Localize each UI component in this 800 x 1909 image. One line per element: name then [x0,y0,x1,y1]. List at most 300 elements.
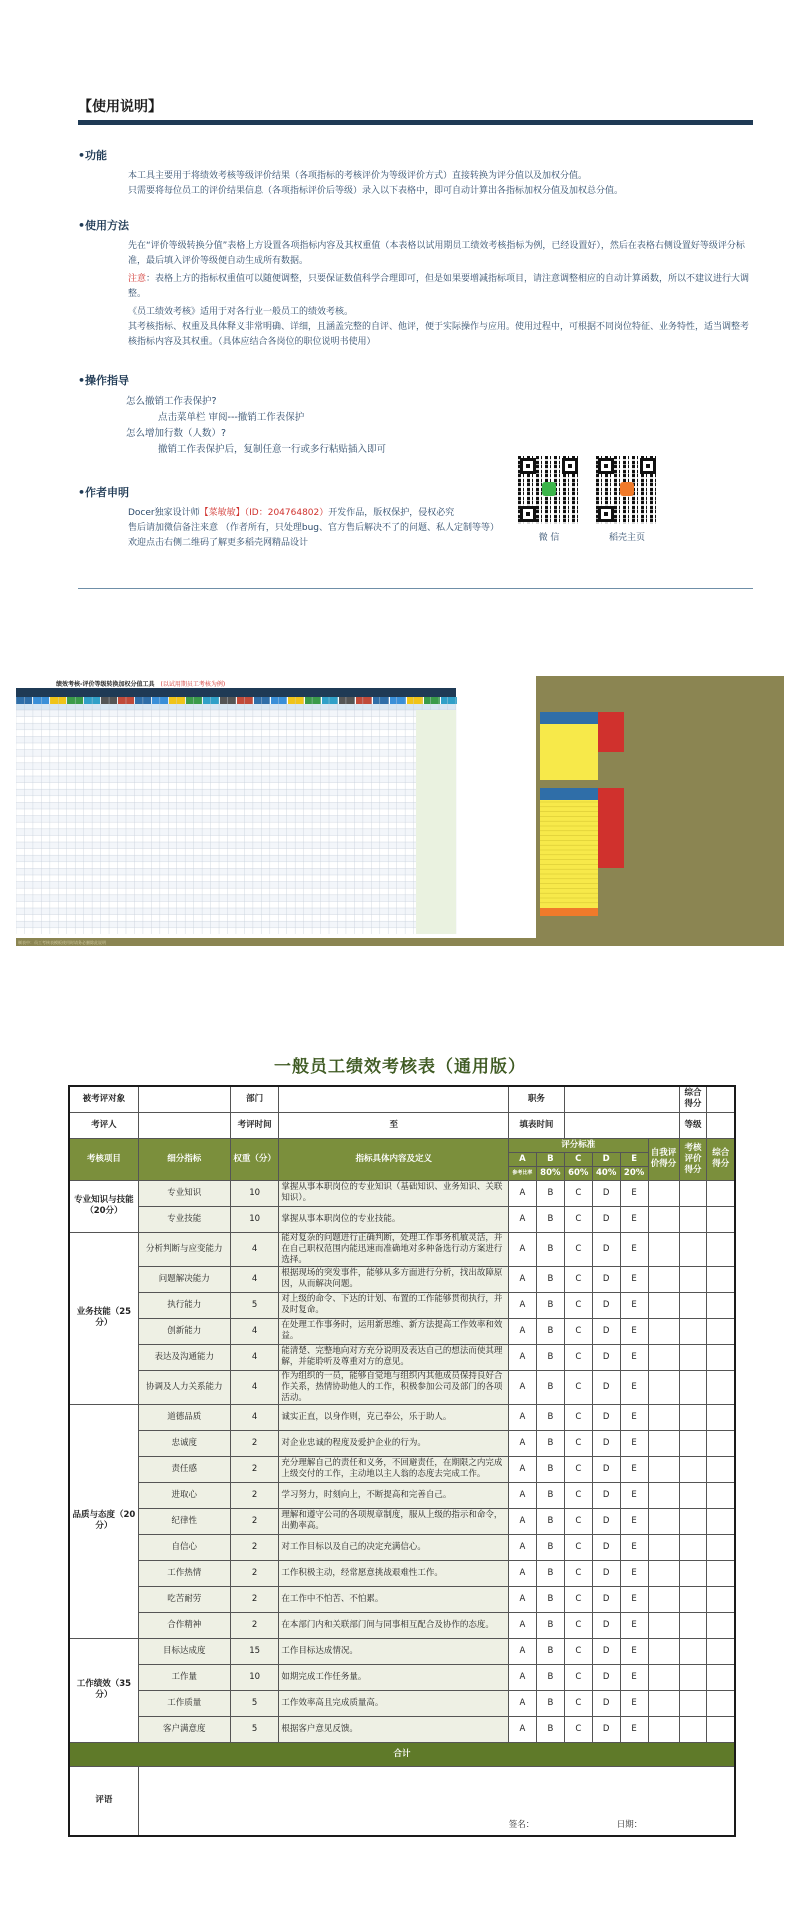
grade-option[interactable]: E [620,1690,648,1716]
grade-option[interactable]: C [564,1456,592,1482]
review-score-cell[interactable] [679,1404,707,1430]
grade-option[interactable]: B [536,1560,564,1586]
appraisal-form [68,1085,736,1837]
grade-option[interactable]: B [536,1716,564,1742]
weight-value: 4 [230,1318,279,1344]
grade-option[interactable]: E [620,1560,648,1586]
function-line-2: 只需要将每位员工的评价结果信息（各项指标评价后等级）录入以下表格中，即可自动计算出各指标加权分值及加权总分值。 [128,186,624,196]
mini-header-cell [356,697,372,704]
grade-option[interactable]: A [508,1612,536,1638]
grade-option[interactable]: D [592,1370,620,1404]
grade-option[interactable]: E [620,1638,648,1664]
sub-indicator: 问题解决能力 [138,1266,230,1292]
weight-value: 2 [230,1534,279,1560]
grade-option[interactable]: A [508,1404,536,1430]
review-score-cell[interactable] [679,1560,707,1586]
mini-header-cell [407,697,423,704]
self-score-cell[interactable] [648,1206,679,1232]
side-note-2 [598,788,624,868]
mini-header-cell [424,697,440,704]
method-line-4: 其考核指标、权重及具体释义非常明确、详细，且涵盖完整的自评、他评，便于实际操作与应用。使用过程中，可根据不同岗位特征、业务特性，适当调整考核指标内容及其权重。（具体应结合各岗位的职位说明书使用） [128,322,750,347]
sub-indicator: 责任感 [138,1456,230,1482]
indicator-desc: 在处理工作事务时，运用新思维、新方法提高工作效率和效益。 [279,1318,509,1344]
mini-header-cell [373,697,389,704]
grade-option[interactable]: C [564,1664,592,1690]
author-id: （ID：204764802） [244,508,329,518]
grade-option[interactable]: B [536,1370,564,1404]
grade-option[interactable]: A [508,1456,536,1482]
grade-option[interactable]: B [536,1456,564,1482]
date-label: 日期： [616,1820,643,1830]
col-total: 综合得分 [707,1138,735,1180]
weight-value: 2 [230,1482,279,1508]
indicator-row [69,1266,735,1292]
total-score-cell[interactable] [707,1664,735,1690]
grade-option[interactable]: C [564,1232,592,1266]
comment-row [69,1766,735,1836]
section-divider [78,588,753,589]
self-score-cell[interactable] [648,1180,679,1206]
grade-option[interactable]: E [620,1716,648,1742]
position-value[interactable] [564,1086,679,1112]
grade-option[interactable]: C [564,1206,592,1232]
side-panel-1-head [540,712,598,724]
col-review: 考核评价得分 [679,1138,707,1180]
grade-option[interactable]: D [592,1318,620,1344]
indicator-desc: 对工作目标以及自己的决定充满信心。 [279,1534,509,1560]
header-row-1 [69,1086,735,1112]
indicator-row [69,1508,735,1534]
grade-option[interactable]: D [592,1180,620,1206]
col-standard: 评分标准 [508,1138,648,1152]
indicator-row [69,1344,735,1370]
grade-option[interactable]: C [564,1266,592,1292]
indicator-row [69,1292,735,1318]
grade-option[interactable]: A [508,1318,536,1344]
side-panel-1-body [540,724,598,780]
method-note [78,272,753,302]
grade-option[interactable]: D [592,1612,620,1638]
review-score-cell[interactable] [679,1292,707,1318]
grade-option[interactable]: A [508,1370,536,1404]
operation-q2: 怎么增加行数（人数）? [126,428,227,439]
total-score-cell[interactable] [707,1612,735,1638]
mini-header-cell [254,697,270,704]
docer-qr-code[interactable] [596,456,658,524]
operation-heading: •操作指导 [78,374,130,387]
total-score-cell[interactable] [707,1266,735,1292]
total-score-cell[interactable] [707,1508,735,1534]
mini-total-column [416,710,456,934]
wechat-qr-code[interactable] [518,456,580,524]
mini-header-cell [339,697,355,704]
grade-value[interactable] [707,1112,735,1138]
grade-option[interactable]: E [620,1344,648,1370]
weight-value: 5 [230,1690,279,1716]
grade-option[interactable]: D [592,1664,620,1690]
grade-option[interactable]: D [592,1232,620,1266]
indicator-desc: 掌握从事本职岗位的专业技能。 [279,1206,509,1232]
indicator-row [69,1180,735,1206]
review-score-cell[interactable] [679,1344,707,1370]
group-name: 专业知识与技能（20分） [69,1180,138,1232]
grade-option[interactable]: D [592,1716,620,1742]
indicator-desc: 对上级的命令、下达的计划、布置的工作能够贯彻执行，并及时复命。 [279,1292,509,1318]
indicator-row [69,1430,735,1456]
grade-option[interactable]: A [508,1266,536,1292]
grade-option[interactable]: C [564,1318,592,1344]
grade-option[interactable]: B [536,1612,564,1638]
indicator-row [69,1586,735,1612]
grade-option[interactable]: D [592,1560,620,1586]
grade-option[interactable]: C [564,1690,592,1716]
grade-option[interactable]: A [508,1560,536,1586]
side-panel-2-head [540,788,598,800]
grade-option[interactable]: A [508,1586,536,1612]
self-score-cell[interactable] [648,1508,679,1534]
col-weight: 权重（分） [230,1138,279,1180]
grade-option[interactable]: C [564,1508,592,1534]
grade-option[interactable]: E [620,1318,648,1344]
grade-option[interactable]: D [592,1266,620,1292]
grade-option[interactable]: D [592,1534,620,1560]
eval-time-to: 至 [279,1112,509,1138]
total-score-cell[interactable] [707,1482,735,1508]
sub-indicator: 道德品质 [138,1404,230,1430]
grade-option[interactable]: D [592,1430,620,1456]
grade-option[interactable]: A [508,1664,536,1690]
evaluator-value[interactable] [138,1112,230,1138]
review-score-cell[interactable] [679,1180,707,1206]
grade-option[interactable]: D [592,1482,620,1508]
sum-row [69,1742,735,1766]
review-score-cell[interactable] [679,1690,707,1716]
weight-value: 10 [230,1180,279,1206]
self-score-cell[interactable] [648,1318,679,1344]
author-name: 【菜敏敏】 [199,508,245,518]
indicator-desc: 在本部门内和关联部门间与同事相互配合及协作的态度。 [279,1612,509,1638]
grade-option[interactable]: E [620,1430,648,1456]
group-name: 业务技能（25分） [69,1232,138,1404]
weight-value: 4 [230,1404,279,1430]
grade-option[interactable]: A [508,1430,536,1456]
grade-option[interactable]: E [620,1612,648,1638]
self-score-cell[interactable] [648,1482,679,1508]
grade-option[interactable]: B [536,1482,564,1508]
grade-option[interactable]: C [564,1716,592,1742]
grade-option[interactable]: B [536,1180,564,1206]
indicator-desc: 掌握从事本职岗位的专业知识（基础知识、业务知识、关联知识）。 [279,1180,509,1206]
author-block [78,484,753,551]
grade-option[interactable]: A [508,1638,536,1664]
comment-field[interactable] [138,1766,735,1836]
self-score-cell[interactable] [648,1716,679,1742]
grade-option[interactable]: A [508,1206,536,1232]
grade-option[interactable]: C [564,1534,592,1560]
sub-indicator: 分析判断与应变能力 [138,1232,230,1266]
indicator-row [69,1318,735,1344]
weight-value: 10 [230,1206,279,1232]
review-score-cell[interactable] [679,1508,707,1534]
grade-option[interactable]: D [592,1586,620,1612]
grade-option[interactable]: D [592,1690,620,1716]
grade-option[interactable]: E [620,1664,648,1690]
total-score-cell[interactable] [707,1404,735,1430]
sub-indicator: 自信心 [138,1534,230,1560]
sub-indicator: 目标达成度 [138,1638,230,1664]
sub-indicator: 工作热情 [138,1560,230,1586]
indicator-desc: 学习努力，时刻向上，不断提高和完善自己。 [279,1482,509,1508]
review-score-cell[interactable] [679,1456,707,1482]
indicator-desc: 作为组织的一员，能够自觉地与组织内其他成员保持良好合作关系，热情协助他人的工作，积极参加公司及部门的各项活动。 [279,1370,509,1404]
weight-value: 5 [230,1716,279,1742]
total-score-cell[interactable] [707,1430,735,1456]
review-score-cell[interactable] [679,1534,707,1560]
grade-option[interactable]: D [592,1206,620,1232]
weight-value: 4 [230,1232,279,1266]
sub-indicator: 客户满意度 [138,1716,230,1742]
group-name: 工作绩效（35分） [69,1638,138,1742]
grade-option[interactable]: B [536,1344,564,1370]
total-score-cell[interactable] [707,1180,735,1206]
grade-option[interactable]: A [508,1344,536,1370]
total-score-cell[interactable] [707,1560,735,1586]
grade-option[interactable]: D [592,1456,620,1482]
grade-option[interactable]: B [536,1318,564,1344]
review-score-cell[interactable] [679,1482,707,1508]
self-score-cell[interactable] [648,1232,679,1266]
review-score-cell[interactable] [679,1716,707,1742]
grade-option[interactable]: C [564,1292,592,1318]
review-score-cell[interactable] [679,1206,707,1232]
grade-option[interactable]: B [536,1232,564,1266]
author-heading: •作者申明 [78,486,130,499]
total-score-cell[interactable] [707,1370,735,1404]
self-score-cell[interactable] [648,1344,679,1370]
indicator-desc: 对企业忠诚的程度及爱护企业的行为。 [279,1430,509,1456]
col-sub: 细分指标 [138,1138,230,1180]
grade-option[interactable]: B [536,1638,564,1664]
sub-indicator: 创新能力 [138,1318,230,1344]
total-score-cell[interactable] [707,1232,735,1266]
sub-indicator: 工作质量 [138,1690,230,1716]
grade-option[interactable]: E [620,1456,648,1482]
grade-option[interactable]: B [536,1534,564,1560]
review-score-cell[interactable] [679,1612,707,1638]
grade-option[interactable]: B [536,1404,564,1430]
fill-time-label: 填表时间 [508,1112,564,1138]
grade-option[interactable]: C [564,1370,592,1404]
grade-option[interactable]: B [536,1690,564,1716]
review-score-cell[interactable] [679,1370,707,1404]
grade-option[interactable]: D [592,1638,620,1664]
grade-option[interactable]: D [592,1292,620,1318]
ratio-e-header: 20% [620,1166,648,1180]
grade-option[interactable]: C [564,1344,592,1370]
weight-value: 15 [230,1638,279,1664]
spreadsheet-title-text: 绩效考核-评价等级转换加权分值工具 [56,681,155,688]
grade-option[interactable]: B [536,1430,564,1456]
spreadsheet-caption: 制表中：员工考核表模板使用时请务必删除此说明 [18,940,106,945]
total-score-cell[interactable] [707,1690,735,1716]
indicator-row [69,1482,735,1508]
grade-option[interactable]: E [620,1292,648,1318]
grade-option[interactable]: D [592,1404,620,1430]
method-line-3: 《员工绩效考核》适用于对各行业一般员工的绩效考核。 [128,307,354,317]
indicator-desc: 在工作中不怕苦、不怕累。 [279,1586,509,1612]
grade-option[interactable]: A [508,1690,536,1716]
grade-option[interactable]: C [564,1482,592,1508]
grade-option[interactable]: A [508,1508,536,1534]
review-score-cell[interactable] [679,1430,707,1456]
weight-value: 2 [230,1612,279,1638]
wechat-logo-icon [542,482,556,496]
total-score-cell[interactable] [707,1586,735,1612]
qr-codes [518,456,658,543]
grade-option[interactable]: C [564,1586,592,1612]
grade-option[interactable]: D [592,1508,620,1534]
total-score-cell[interactable] [707,1206,735,1232]
self-score-cell[interactable] [648,1370,679,1404]
col-desc: 指标具体内容及定义 [279,1138,509,1180]
review-score-cell[interactable] [679,1638,707,1664]
total-score-cell[interactable] [707,1344,735,1370]
grade-option[interactable]: C [564,1404,592,1430]
review-score-cell[interactable] [679,1318,707,1344]
indicator-row [69,1716,735,1742]
grade-option[interactable]: B [536,1266,564,1292]
department-label: 部门 [230,1086,279,1112]
grade-option[interactable]: E [620,1180,648,1206]
self-score-cell[interactable] [648,1612,679,1638]
review-score-cell[interactable] [679,1664,707,1690]
indicator-row [69,1638,735,1664]
weight-value: 5 [230,1292,279,1318]
review-score-cell[interactable] [679,1266,707,1292]
total-score-cell[interactable] [707,1318,735,1344]
grade-option[interactable]: B [536,1206,564,1232]
comment-label: 评语 [69,1766,138,1836]
fill-time-value[interactable] [564,1112,679,1138]
evaluee-value[interactable] [138,1086,230,1112]
grade-option[interactable]: E [620,1206,648,1232]
self-score-cell[interactable] [648,1292,679,1318]
author-line-3: 欢迎点击右侧二维码了解更多稻壳网精品设计 [128,538,309,548]
total-score-cell[interactable] [707,1292,735,1318]
spreadsheet-grid-lines [16,676,536,938]
indicator-row [69,1664,735,1690]
grade-option[interactable]: E [620,1586,648,1612]
indicator-row [69,1370,735,1404]
grade-option[interactable]: A [508,1180,536,1206]
grade-option[interactable]: B [536,1508,564,1534]
mini-header-cell [169,697,185,704]
total-score-cell[interactable] [707,1638,735,1664]
author-designer-label: Docer独家设计师 [128,508,200,518]
grade-option[interactable]: E [620,1370,648,1404]
grade-option[interactable]: C [564,1638,592,1664]
indicator-desc: 能对复杂的问题进行正确判断，处理工作事务机敏灵活，并在自己职权范围内能迅速而准确地对多种备选行动方案进行选择。 [279,1232,509,1266]
grade-option[interactable]: C [564,1560,592,1586]
method-heading: •使用方法 [78,219,130,232]
indicator-row [69,1612,735,1638]
review-score-cell[interactable] [679,1586,707,1612]
department-value[interactable] [279,1086,509,1112]
grade-option[interactable]: C [564,1430,592,1456]
self-score-cell[interactable] [648,1266,679,1292]
self-score-cell[interactable] [648,1430,679,1456]
grade-option[interactable]: C [564,1180,592,1206]
indicator-row [69,1456,735,1482]
grade-option[interactable]: A [508,1292,536,1318]
self-score-cell[interactable] [648,1560,679,1586]
self-score-cell[interactable] [648,1404,679,1430]
total-score-cell[interactable] [707,1716,735,1742]
overall-score-label: 综合得分 [679,1086,707,1112]
overall-score-value[interactable] [707,1086,735,1112]
grade-option[interactable]: A [508,1232,536,1266]
weight-value: 4 [230,1266,279,1292]
grade-option[interactable]: E [620,1534,648,1560]
grade-option[interactable]: A [508,1534,536,1560]
grade-option[interactable]: B [536,1586,564,1612]
mini-header-cell [203,697,219,704]
self-score-cell[interactable] [648,1534,679,1560]
grade-option[interactable]: A [508,1716,536,1742]
grade-option[interactable]: E [620,1232,648,1266]
indicator-desc: 工作效率高且完成质量高。 [279,1690,509,1716]
self-score-cell[interactable] [648,1638,679,1664]
indicator-desc: 理解和遵守公司的各项规章制度，服从上级的指示和命令，出勤率高。 [279,1508,509,1534]
grade-option[interactable]: E [620,1508,648,1534]
spreadsheet-preview [16,676,784,946]
sub-indicator: 专业知识 [138,1180,230,1206]
total-score-cell[interactable] [707,1456,735,1482]
grade-c-header: C [564,1152,592,1166]
self-score-cell[interactable] [648,1664,679,1690]
total-score-cell[interactable] [707,1534,735,1560]
self-score-cell[interactable] [648,1456,679,1482]
grade-option[interactable]: E [620,1404,648,1430]
grade-option[interactable]: D [592,1344,620,1370]
mini-header-cell [50,697,66,704]
grade-option[interactable]: E [620,1482,648,1508]
indicator-desc: 如期完成工作任务量。 [279,1664,509,1690]
mini-header-cell [16,697,32,704]
indicator-desc: 根据客户意见反馈。 [279,1716,509,1742]
sub-indicator: 进取心 [138,1482,230,1508]
grade-option[interactable]: A [508,1482,536,1508]
grade-option[interactable]: B [536,1664,564,1690]
sub-indicator: 合作精神 [138,1612,230,1638]
mini-header-cell [305,697,321,704]
grade-option[interactable]: C [564,1612,592,1638]
mini-header-cell [322,697,338,704]
self-score-cell[interactable] [648,1586,679,1612]
grade-option[interactable]: B [536,1292,564,1318]
column-header-row-1 [69,1138,735,1152]
weight-value: 4 [230,1370,279,1404]
self-score-cell[interactable] [648,1690,679,1716]
docer-qr-caption: 稻壳主页 [608,533,645,543]
usage-title: 【使用说明】 [78,96,753,125]
evaluee-label: 被考评对象 [69,1086,138,1112]
function-line-1: 本工具主要用于将绩效考核等级评价结果（各项指标的考核评价为等级评价方式）直接转换为评分值以及加权分值。 [128,171,588,181]
review-score-cell[interactable] [679,1232,707,1266]
grade-option[interactable]: E [620,1266,648,1292]
mini-header-band [16,688,456,697]
mini-header-cell [33,697,49,704]
